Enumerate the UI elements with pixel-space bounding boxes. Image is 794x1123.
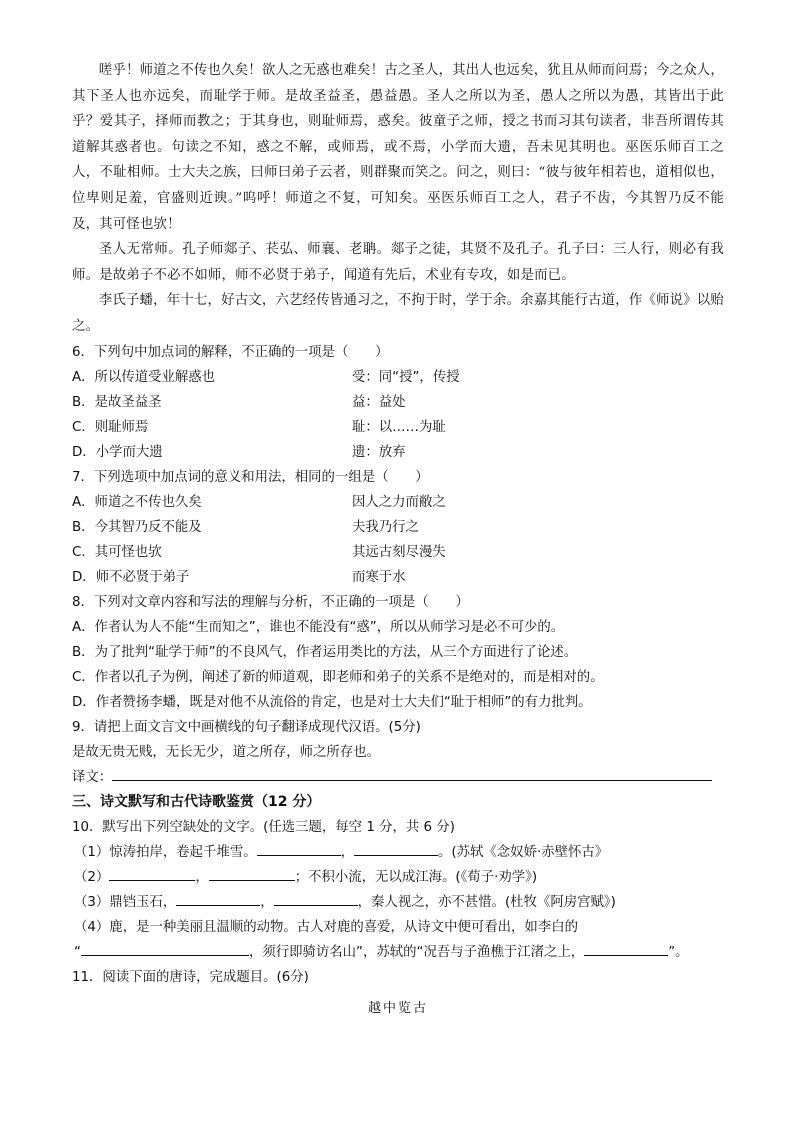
item-text: （3）鼎铛玉石， (74, 894, 177, 910)
option-compare: 而寒于水 (352, 569, 406, 585)
item-text: 。(苏轼《念奴娇·赤壁怀古》 (438, 844, 609, 860)
option-compare: 其远古刻尽漫失 (352, 544, 446, 560)
item-text: ”。 (668, 944, 689, 960)
question-7-option-c (72, 540, 724, 565)
option-text: B．今其智乃反不能及 (72, 519, 202, 535)
question-9-answer-line (72, 765, 724, 790)
option-note: 耻：以……为耻 (352, 419, 446, 435)
question-7-stem: 7．下列选项中加点词的意义和用法，相同的一组是（ ） (72, 469, 429, 485)
fill-blank[interactable] (176, 890, 260, 906)
question-10-stem: 10．默写出下列空缺处的文字。(任选三题，每空 1 分，共 6 分) (72, 819, 455, 835)
option-note: 益：益处 (352, 394, 406, 410)
option-text: C．其可怪也欤 (72, 544, 162, 560)
answer-blank[interactable] (112, 765, 712, 781)
question-6-option-b (72, 390, 724, 415)
question-9-sentence: 是故无贵无贱，无长无少，道之所存，师之所存也。 (72, 744, 380, 760)
section-3-heading: 三、诗文默写和古代诗歌鉴赏（12 分） (72, 793, 321, 810)
option-compare: 夫我乃行之 (352, 519, 419, 535)
item-text: （1）惊涛拍岸，卷起千堆雪。 (74, 844, 257, 860)
question-10-item-1 (72, 840, 724, 865)
option-note: 受：同“授”，传授 (352, 369, 460, 385)
fill-blank[interactable] (257, 840, 341, 856)
question-7-option-b (72, 515, 724, 540)
item-text: ，秦人视之，亦不甚惜。(杜牧《阿房宫赋》) (357, 894, 616, 910)
question-6-option-d (72, 440, 724, 465)
question-7-option-a (72, 490, 724, 515)
question-6-option-a (72, 365, 724, 390)
option-text: A．所以传道受业解惑也 (72, 369, 216, 385)
question-6-stem: 6．下列句中加点词的解释，不正确的一项是（ ） (72, 344, 389, 360)
question-10-item-4 (72, 915, 724, 940)
question-10-item-3 (72, 890, 724, 915)
question-10-item-2 (72, 865, 724, 890)
exam-page (72, 58, 724, 1022)
item-text: （4）鹿，是一种美丽且温顺的动物。古人对鹿的喜爱，从诗文中便可看出，如李白的 (74, 919, 578, 935)
item-text: “ (74, 944, 81, 960)
question-8-stem: 8．下列对文章内容和写法的理解与分析，不正确的一项是（ ） (72, 594, 469, 610)
question-6-option-c (72, 415, 724, 440)
fill-blank[interactable] (584, 940, 668, 956)
passage-paragraph: 李氏子蟠，年十七，好古文，六艺经传皆通习之，不拘于时，学于余。余嘉其能行古道，作《师说》以贻之。 (72, 293, 724, 334)
option-text: B．是故圣益圣 (72, 394, 162, 410)
fill-blank[interactable] (81, 940, 249, 956)
question-10-item-4-cont (72, 940, 724, 965)
question-8-option-c: C．作者以孔子为例，阐述了新的师道观，即老师和弟子的关系不是绝对的，而是相对的。 (72, 669, 604, 685)
item-text: ， (195, 869, 209, 885)
option-text: A．师道之不传也久矣 (72, 494, 202, 510)
poem-title: 越中览古 (367, 1000, 428, 1016)
option-text: D．小学而大遗 (72, 444, 163, 460)
answer-label: 译文： (72, 769, 113, 785)
question-7-option-d (72, 565, 724, 590)
option-text: D．师不必贤于弟子 (72, 569, 190, 585)
question-8-option-b: B．为了批判“耻学于师”的不良风气，作者运用类比的方法，从三个方面进行了论述。 (72, 644, 578, 660)
fill-blank[interactable] (274, 890, 358, 906)
classical-passage (72, 58, 724, 340)
item-text: （2） (74, 869, 110, 885)
item-text: ， (260, 894, 274, 910)
question-11-stem: 11．阅读下面的唐诗，完成题目。(6分) (72, 969, 309, 985)
item-text: ；不积小流，无以成江海。(《荀子·劝学》) (294, 869, 538, 885)
question-8-option-d: D．作者赞扬李蟠，既是对他不从流俗的肯定，也是对士大夫们“耻于相师”的有力批判。 (72, 694, 592, 710)
passage-paragraph: 圣人无常师。孔子师郯子、苌弘、师襄、老聃。郯子之徒，其贤不及孔子。孔子曰：三人行，则必有我师。是故弟子不必不如师，师不必贤于弟子，闻道有先后，术业有专攻，如是而已。 (72, 242, 724, 283)
item-text: ， (340, 844, 354, 860)
fill-blank[interactable] (209, 865, 295, 881)
passage-paragraph: 嗟乎！师道之不传也久矣！欲人之无惑也难矣！古之圣人，其出人也远矣，犹且从师而问焉；今之众人，其下圣人也亦远矣，而耻学于师。是故圣益圣，愚益愚。圣人之所以为圣，愚人之所以为愚，其皆出于此乎？爱其子，择师而教之；于其身也，则耻师焉，惑矣。彼童子之师，授之书而习其句读者，非吾所谓传其道解其惑者也。句读之不知，惑之不解，或师焉，或不焉，小学而大遗，吾未见其明也。巫医乐师百工之人，不耻相师。士大夫之族，曰师曰弟子云者，则群聚而笑之。问之，则曰：“彼与彼年相若也，道相似也，位卑则足羞，官盛则近谀。”呜呼！师道之不复，可知矣。巫医乐师百工之人，君子不齿，今其智乃反不能及，其可怪也欤！ (72, 63, 724, 232)
fill-blank[interactable] (109, 865, 195, 881)
option-text: C．则耻师焉 (72, 419, 149, 435)
question-9-stem: 9．请把上面文言文中画横线的句子翻译成现代汉语。(5分) (72, 719, 421, 735)
option-compare: 因人之力而敝之 (352, 494, 446, 510)
item-text: ，须行即骑访名山”，苏轼的“况吾与子渔樵于江渚之上， (248, 944, 585, 960)
question-8-option-a: A．作者认为人不能“生而知之”，谁也不能没有“惑”，所以从师学习是必不可少的。 (72, 619, 565, 635)
option-note: 遗：放弃 (352, 444, 406, 460)
fill-blank[interactable] (354, 840, 438, 856)
